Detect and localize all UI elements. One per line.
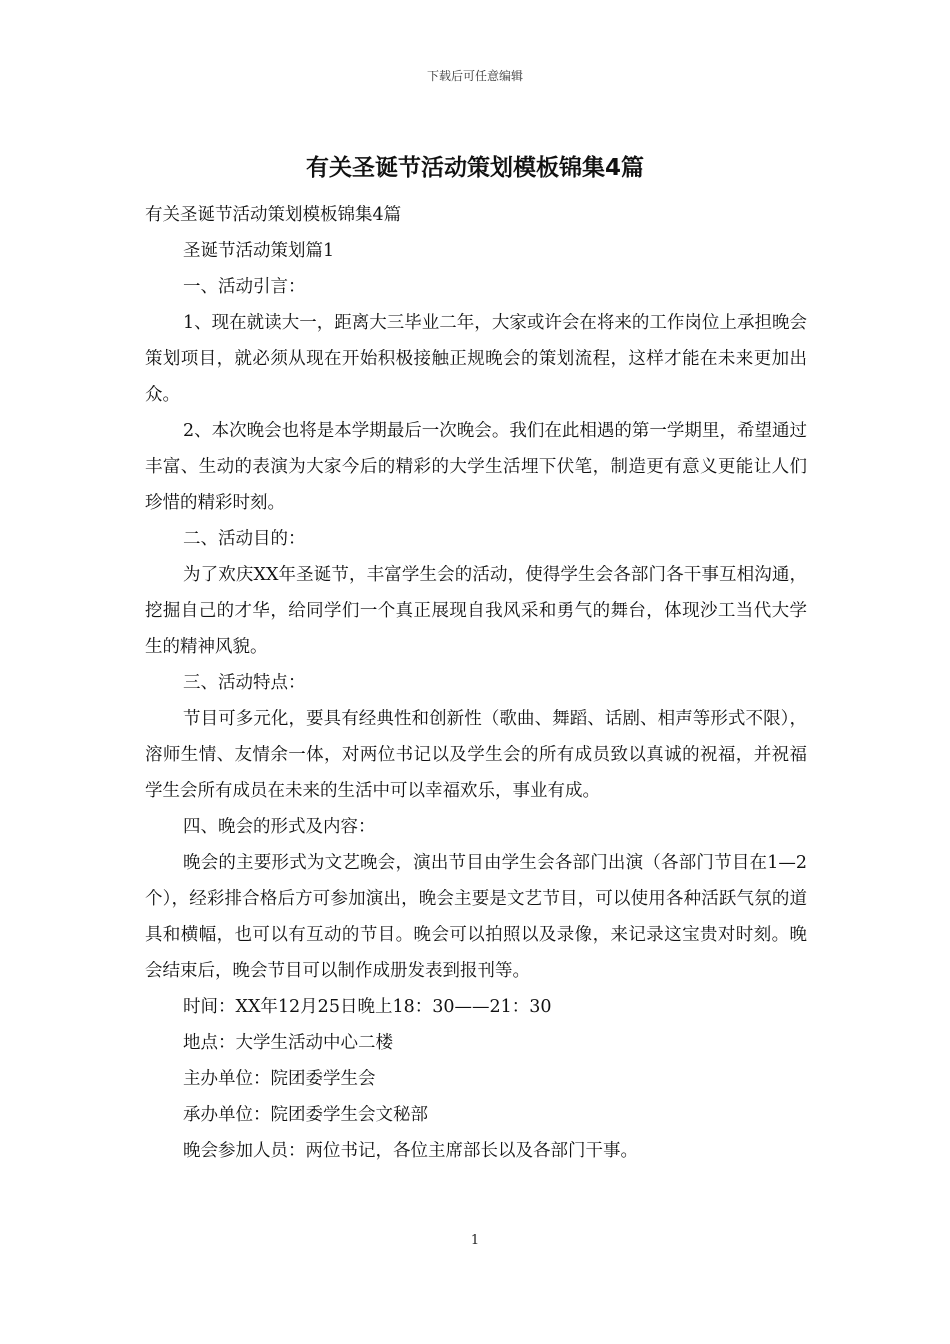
heading-introduction: 一、活动引言：	[183, 277, 306, 297]
heading-features: 三、活动特点：	[183, 673, 306, 693]
paragraph-3: 为了欢庆XX年圣诞节，丰富学生会的活动，使得学生会各部门各干事互相沟通，挖掘自己的才华，给同学们一个真正展现自我风采和勇气的舞台，体现沙工当代大学生的精神风貌。	[145, 565, 807, 657]
page-number: 1	[470, 1233, 480, 1248]
document-body	[145, 197, 807, 1169]
paragraph-4: 节目可多元化，要具有经典性和创新性（歌曲、舞蹈、话剧、相声等形式不限），溶师生情、友情余一体，对两位书记以及学生会的所有成员致以真诚的祝福，并祝福学生会所有成员在未来的生活中可以幸福欢乐，事业有成。	[145, 709, 807, 801]
heading-format: 四、晚会的形式及内容：	[183, 817, 376, 837]
paragraph-2: 2、本次晚会也将是本学期最后一次晚会。我们在此相遇的第一学期里，希望通过丰富、生动的表演为大家今后的精彩的大学生活埋下伏笔，制造更有意义更能让人们珍惜的精彩时刻。	[145, 421, 807, 513]
event-participants: 晚会参加人员：两位书记，各位主席部长以及各部门干事。	[183, 1141, 638, 1161]
paragraph-5: 晚会的主要形式为文艺晚会，演出节目由学生会各部门出演（各部门节目在1—2个），经彩排合格后方可参加演出，晚会主要是文艺节目，可以使用各种活跃气氛的道具和横幅，也可以有互动的节目。晚会可以拍照以及录像，来记录这宝贵对时刻。晚会结束后，晚会节目可以制作成册发表到报刊等。	[145, 853, 807, 981]
event-time: 时间：XX年12月25日晚上18：30——21：30	[183, 997, 552, 1017]
document-subtitle: 有关圣诞节活动策划模板锦集4篇	[145, 205, 402, 225]
event-co-organizer: 承办单位：院团委学生会文秘部	[183, 1105, 428, 1125]
paragraph-1: 1、现在就读大一，距离大三毕业二年，大家或许会在将来的工作岗位上承担晚会策划项目，就必须从现在开始积极接触正规晚会的策划流程，这样才能在未来更加出众。	[145, 313, 807, 405]
header-note: 下载后可任意编辑	[426, 69, 523, 83]
section-heading: 圣诞节活动策划篇1	[183, 241, 335, 261]
heading-purpose: 二、活动目的：	[183, 529, 306, 549]
event-organizer: 主办单位：院团委学生会	[183, 1069, 376, 1089]
event-location: 地点：大学生活动中心二楼	[183, 1033, 393, 1053]
document-title: 有关圣诞节活动策划模板锦集4篇	[305, 155, 644, 181]
